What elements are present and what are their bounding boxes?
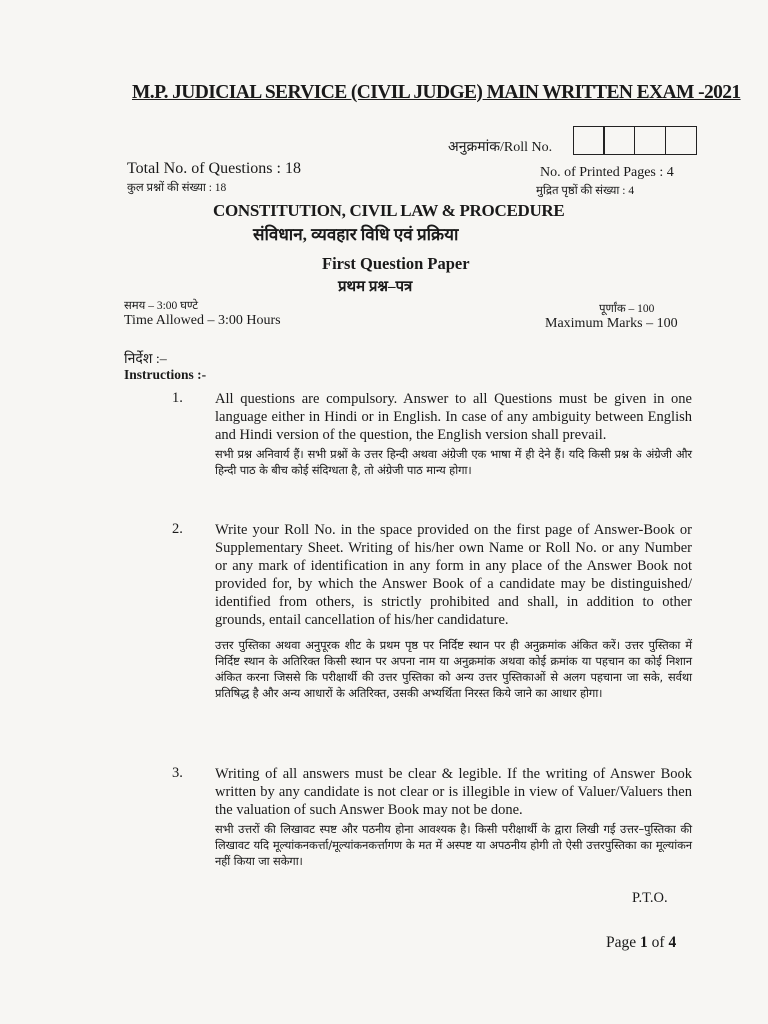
total-questions-hi: कुल प्रश्नों की संख्या : 18: [127, 182, 227, 194]
instruction-text-en: All questions are compulsory. Answer to all Questions must be given in one language either in Hindi or in English. In case of any ambiguity between English and Hindi version of the question, the English version shall prevail.: [215, 391, 692, 443]
total-questions-en: Total No. of Questions : 18: [127, 160, 301, 177]
page-total: 4: [668, 934, 677, 951]
roll-number-box: [665, 126, 697, 155]
page-of: of: [647, 934, 669, 951]
time-allowed-hi: समय – 3:00 घण्टे: [124, 300, 199, 312]
roll-number-box: [603, 126, 635, 155]
maximum-marks-hi: पूर्णांक – 100: [599, 303, 655, 315]
instruction-number: 2.: [172, 521, 183, 537]
instruction-text-en: Writing of all answers must be clear & legible. If the writing of Answer Book written by any candidate is not clear or is illegible in view of Valuer/Valuers then the valuation of such Answer Book may not be done.: [215, 766, 692, 818]
time-allowed-en: Time Allowed – 3:00 Hours: [124, 313, 281, 328]
exam-title: M.P. JUDICIAL SERVICE (CIVIL JUDGE) MAIN WRITTEN EXAM -2021: [132, 82, 741, 103]
printed-pages-en: No. of Printed Pages : 4: [540, 165, 674, 180]
roll-number-box: [634, 126, 666, 155]
instruction-text-hi: सभी उत्तरों की लिखावट स्पष्ट और पठनीय होना आवश्यक है। किसी परीक्षार्थी के द्वारा लिखी गई उत्तर–पुस्तिका की लिखावट यदि मूल्यांकनकर्त्ता/मूल्यांकनकर्त्तागण के मत में अस्पष्ट या अपठनीय होगी तो ऐसी उत्तरपुस्तिका का मूल्यांकन नहीं किया जा सकेगा।: [215, 822, 692, 868]
roll-number-label: अनुक्रमांक/Roll No.: [448, 140, 553, 155]
instruction-number: 3.: [172, 765, 183, 781]
roll-number-box: [573, 126, 605, 155]
instruction-text-hi: उत्तर पुस्तिका अथवा अनुपूरक शीट के प्रथम पृष्ठ पर निर्दिष्ट स्थान पर ही अनुक्रमांक अंकित करें। उत्तर पुस्तिका में निर्दिष्ट स्थान के अतिरिक्त किसी स्थान पर अपना नाम या अनुक्रमांक अथवा कोई क्रमांक या पहचान का कोई निशान अंकित करना जिससे कि परीक्षार्थी की उत्तर पुस्तिका को अन्य उत्तर पुस्तिकाओं से अलग पहचाना जा सके, सर्वथा प्रतिषिद्ध है और अन्य आधारों के अतिरिक्त, उसकी अभ्यर्थिता निरस्त किये जाने का आधार होगा।: [215, 638, 692, 700]
subject-title-en: CONSTITUTION, CIVIL LAW & PROCEDURE: [213, 201, 565, 220]
page-number: [606, 934, 676, 952]
page-current: 1: [640, 934, 648, 951]
page-prefix: Page: [606, 934, 641, 951]
roll-number-boxes: [574, 126, 697, 155]
paper-title-hi: प्रथम प्रश्न–पत्र: [338, 279, 413, 295]
instruction-text-en: Write your Roll No. in the space provided on the first page of Answer-Book or Supplementary Sheet. Writing of his/her own Name or Roll No. or any Number or any mark of identification in any form in any place of the Answer Book not provided for, by which the Answer Book of a candidate may be distinguished/ identified from others, is strictly prohibited and shall, in addition to other grounds, entail cancellation of his/her candidature.: [215, 522, 692, 628]
please-turn-over: P.T.O.: [632, 890, 668, 906]
printed-pages-hi: मुद्रित पृष्ठों की संख्या : 4: [536, 185, 635, 197]
instruction-text-hi: सभी प्रश्न अनिवार्य हैं। सभी प्रश्नों के उत्तर हिन्दी अथवा अंग्रेजी एक भाषा में ही देने हैं। यदि किसी प्रश्न के अंग्रेजी और हिन्दी पाठ के बीच कोई संदिग्धता है, तो अंग्रेजी पाठ मान्य होगा।: [215, 447, 692, 477]
subject-title-hi: संविधान, व्यवहार विधि एवं प्रक्रिया: [253, 225, 459, 244]
paper-title-en: First Question Paper: [322, 254, 470, 273]
instructions-heading-hi: निर्देश :–: [124, 352, 167, 367]
maximum-marks-en: Maximum Marks – 100: [545, 316, 678, 331]
instructions-heading-en: Instructions :-: [124, 367, 207, 382]
instruction-number: 1.: [172, 390, 183, 406]
